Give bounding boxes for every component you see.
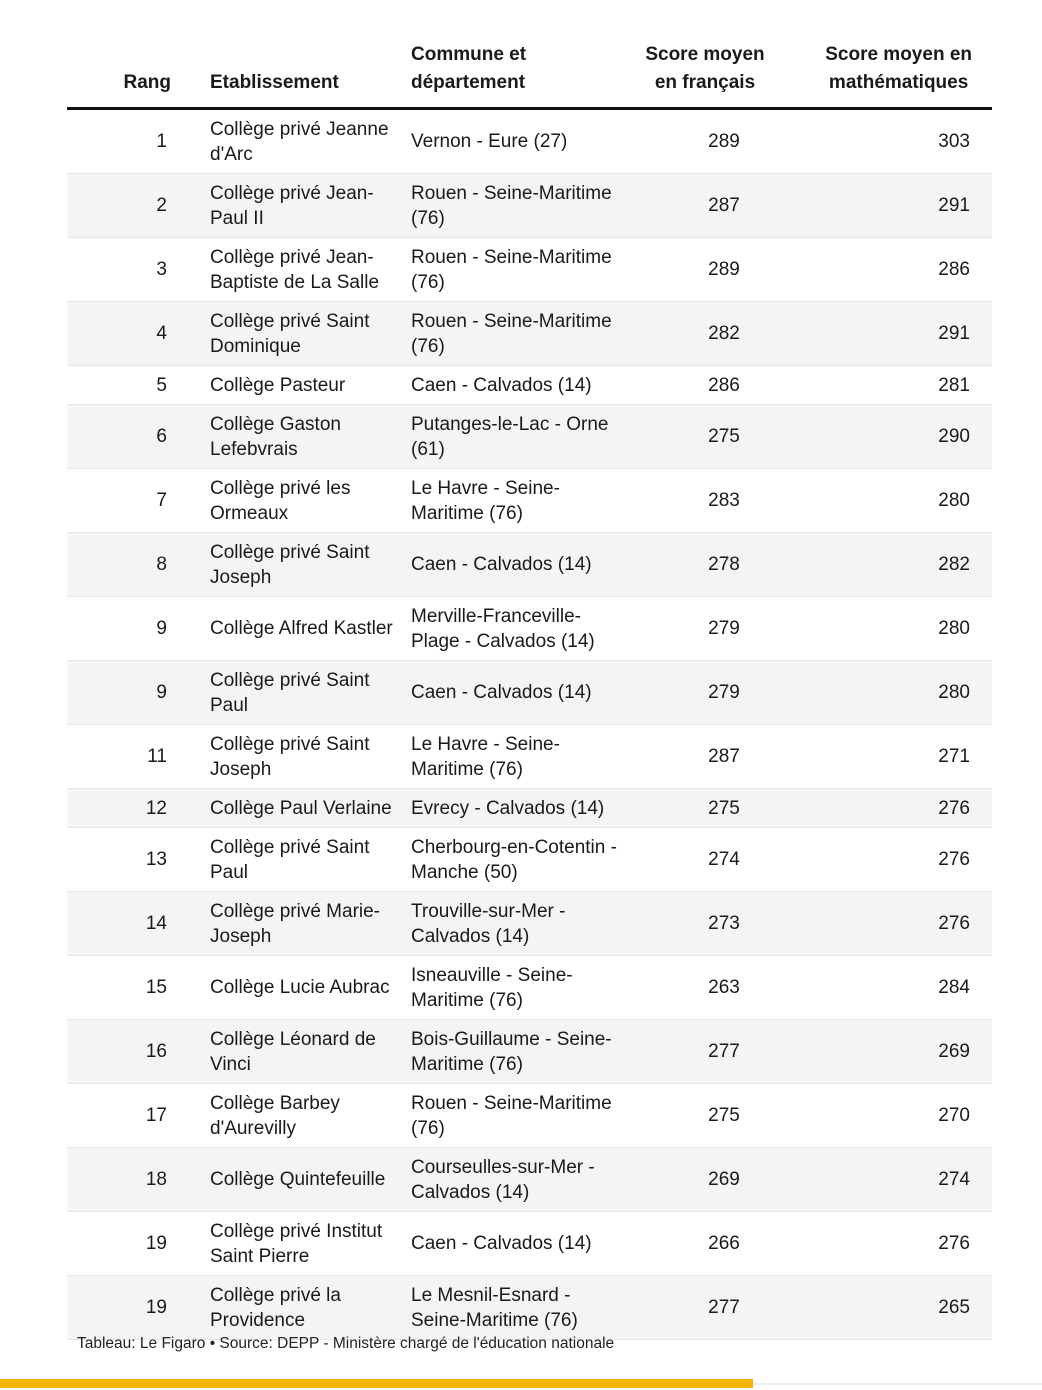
cell-etablissement: Collège Lucie Aubrac bbox=[210, 977, 390, 998]
cell-score-francais: 279 bbox=[708, 618, 740, 639]
cell-etablissement: Collège privé Jeanne d'Arc bbox=[210, 118, 389, 165]
cell-score-maths: 291 bbox=[938, 323, 970, 344]
cell-rang: 8 bbox=[156, 554, 167, 575]
cell-score-maths: 303 bbox=[938, 131, 970, 152]
accent-bar-track bbox=[753, 1383, 1042, 1385]
cell-score-francais: 274 bbox=[708, 849, 740, 870]
cell-rang: 3 bbox=[156, 259, 167, 280]
cell-rang: 7 bbox=[156, 490, 167, 511]
cell-score-maths: 276 bbox=[938, 849, 970, 870]
cell-score-francais: 287 bbox=[708, 746, 740, 767]
cell-rang: 4 bbox=[156, 323, 167, 344]
cell-etablissement: Collège privé Saint Paul bbox=[210, 836, 370, 883]
cell-rang: 14 bbox=[145, 913, 167, 934]
cell-etablissement: Collège Barbey d'Aurevilly bbox=[210, 1092, 340, 1139]
table-row bbox=[67, 661, 992, 725]
cell-commune: Merville-Franceville-Plage - Calvados (14) bbox=[411, 605, 595, 652]
cell-score-maths: 286 bbox=[938, 259, 970, 280]
cell-commune: Putanges-le-Lac - Orne (61) bbox=[411, 413, 609, 460]
cell-score-maths: 276 bbox=[938, 913, 970, 934]
cell-etablissement: Collège privé la Providence bbox=[210, 1284, 341, 1331]
header-score-maths: Score moyen en mathématiques bbox=[825, 44, 972, 93]
cell-commune: Courseulles-sur-Mer - Calvados (14) bbox=[411, 1156, 595, 1203]
table-row bbox=[67, 892, 992, 956]
table-row bbox=[67, 366, 992, 405]
cell-commune: Caen - Calvados (14) bbox=[411, 682, 592, 703]
cell-rang: 5 bbox=[156, 374, 167, 396]
cell-rang: 16 bbox=[145, 1041, 167, 1062]
table-row bbox=[67, 789, 992, 828]
table-row bbox=[67, 597, 992, 661]
cell-score-maths: 284 bbox=[938, 977, 970, 998]
cell-rang: 11 bbox=[147, 746, 167, 767]
cell-score-maths: 282 bbox=[938, 554, 970, 575]
cell-rang: 9 bbox=[156, 618, 167, 639]
cell-commune: Le Havre - Seine-Maritime (76) bbox=[411, 733, 560, 780]
cell-commune: Rouen - Seine-Maritime (76) bbox=[411, 310, 612, 357]
cell-commune: Rouen - Seine-Maritime (76) bbox=[411, 182, 612, 229]
cell-score-maths: 280 bbox=[938, 490, 970, 511]
table-row bbox=[67, 956, 992, 1020]
cell-rang: 17 bbox=[145, 1105, 167, 1126]
cell-score-maths: 276 bbox=[938, 797, 970, 819]
source-caption: Tableau: Le Figaro • Source: DEPP - Ministère chargé de l'éducation nationale bbox=[77, 1335, 615, 1352]
cell-score-maths: 280 bbox=[938, 682, 970, 703]
cell-etablissement: Collège privé Saint Dominique bbox=[210, 310, 370, 357]
table-row bbox=[67, 302, 992, 366]
cell-etablissement: Collège privé Institut Saint Pierre bbox=[210, 1220, 383, 1267]
header-score-francais: Score moyen en français bbox=[645, 44, 765, 93]
table-row bbox=[67, 469, 992, 533]
cell-commune: Cherbourg-en-Cotentin - Manche (50) bbox=[411, 836, 617, 883]
cell-score-francais: 275 bbox=[708, 1105, 740, 1126]
cell-commune: Caen - Calvados (14) bbox=[411, 554, 592, 575]
table-row bbox=[67, 533, 992, 597]
cell-commune: Isneauville - Seine-Maritime (76) bbox=[411, 964, 573, 1011]
cell-etablissement: Collège privé Jean-Paul II bbox=[210, 182, 374, 229]
table-row bbox=[67, 1276, 992, 1340]
cell-commune: Le Mesnil-Esnard - Seine-Maritime (76) bbox=[411, 1284, 578, 1331]
cell-rang: 6 bbox=[156, 426, 167, 447]
cell-score-maths: 270 bbox=[938, 1105, 970, 1126]
cell-rang: 18 bbox=[145, 1169, 167, 1190]
cell-etablissement: Collège Pasteur bbox=[210, 374, 346, 396]
cell-score-francais: 275 bbox=[708, 797, 740, 819]
cell-rang: 19 bbox=[145, 1297, 167, 1318]
cell-rang: 13 bbox=[145, 849, 167, 870]
cell-commune: Bois-Guillaume - Seine-Maritime (76) bbox=[411, 1028, 612, 1075]
cell-etablissement: Collège Paul Verlaine bbox=[210, 797, 392, 819]
table-body bbox=[67, 110, 992, 1340]
cell-score-maths: 276 bbox=[938, 1233, 970, 1254]
table-header bbox=[67, 40, 992, 110]
cell-commune: Rouen - Seine-Maritime (76) bbox=[411, 246, 612, 293]
table-row bbox=[67, 1020, 992, 1084]
cell-score-maths: 274 bbox=[938, 1169, 970, 1190]
cell-etablissement: Collège privé Saint Joseph bbox=[210, 541, 370, 588]
cell-etablissement: Collège Gaston Lefebvrais bbox=[210, 413, 341, 460]
cell-etablissement: Collège Quintefeuille bbox=[210, 1169, 386, 1190]
cell-commune: Rouen - Seine-Maritime (76) bbox=[411, 1092, 612, 1139]
cell-score-maths: 271 bbox=[938, 746, 970, 767]
cell-score-francais: 273 bbox=[708, 913, 740, 934]
accent-bar bbox=[0, 1379, 753, 1388]
cell-rang: 9 bbox=[156, 682, 167, 703]
cell-rang: 2 bbox=[156, 195, 167, 216]
cell-commune: Caen - Calvados (14) bbox=[411, 374, 592, 396]
cell-score-francais: 289 bbox=[708, 259, 740, 280]
cell-commune: Le Havre - Seine-Maritime (76) bbox=[411, 477, 560, 524]
cell-score-francais: 283 bbox=[708, 490, 740, 511]
cell-etablissement: Collège privé Saint Paul bbox=[210, 669, 370, 716]
table-row bbox=[67, 174, 992, 238]
cell-score-francais: 278 bbox=[708, 554, 740, 575]
cell-score-francais: 266 bbox=[708, 1233, 740, 1254]
table-row bbox=[67, 238, 992, 302]
cell-commune: Caen - Calvados (14) bbox=[411, 1233, 592, 1254]
cell-score-francais: 277 bbox=[708, 1041, 740, 1062]
ranking-table bbox=[67, 40, 992, 1340]
cell-score-maths: 291 bbox=[938, 195, 970, 216]
table-row bbox=[67, 405, 992, 469]
header-rang: Rang bbox=[123, 72, 171, 93]
cell-rang: 1 bbox=[156, 131, 167, 152]
table-row bbox=[67, 1148, 992, 1212]
cell-score-francais: 279 bbox=[708, 682, 740, 703]
cell-rang: 12 bbox=[145, 797, 167, 819]
cell-score-maths: 269 bbox=[938, 1041, 970, 1062]
cell-score-francais: 269 bbox=[708, 1169, 740, 1190]
cell-score-francais: 286 bbox=[708, 374, 740, 396]
cell-commune: Vernon - Eure (27) bbox=[411, 131, 568, 152]
cell-etablissement: Collège privé les Ormeaux bbox=[210, 477, 351, 524]
cell-score-maths: 265 bbox=[938, 1297, 970, 1318]
cell-etablissement: Collège privé Marie-Joseph bbox=[210, 900, 381, 947]
header-commune: Commune et département bbox=[411, 44, 527, 93]
table-row bbox=[67, 725, 992, 789]
cell-commune: Evrecy - Calvados (14) bbox=[411, 797, 605, 819]
cell-commune: Trouville-sur-Mer - Calvados (14) bbox=[411, 900, 566, 947]
cell-score-francais: 282 bbox=[708, 323, 740, 344]
table-row bbox=[67, 828, 992, 892]
cell-rang: 15 bbox=[145, 977, 167, 998]
cell-etablissement: Collège Léonard de Vinci bbox=[210, 1028, 376, 1075]
cell-etablissement: Collège privé Jean-Baptiste de La Salle bbox=[210, 246, 380, 293]
table-row bbox=[67, 1212, 992, 1276]
table-row bbox=[67, 1084, 992, 1148]
cell-score-maths: 280 bbox=[938, 618, 970, 639]
cell-score-francais: 277 bbox=[708, 1297, 740, 1318]
cell-score-francais: 287 bbox=[708, 195, 740, 216]
header-etablissement: Etablissement bbox=[210, 72, 339, 93]
cell-score-francais: 275 bbox=[708, 426, 740, 447]
table-row bbox=[67, 110, 992, 174]
cell-score-maths: 290 bbox=[938, 426, 970, 447]
cell-etablissement: Collège privé Saint Joseph bbox=[210, 733, 370, 780]
cell-etablissement: Collège Alfred Kastler bbox=[210, 618, 393, 639]
cell-score-francais: 289 bbox=[708, 131, 740, 152]
cell-score-francais: 263 bbox=[708, 977, 740, 998]
cell-rang: 19 bbox=[145, 1233, 167, 1254]
cell-score-maths: 281 bbox=[938, 374, 970, 396]
